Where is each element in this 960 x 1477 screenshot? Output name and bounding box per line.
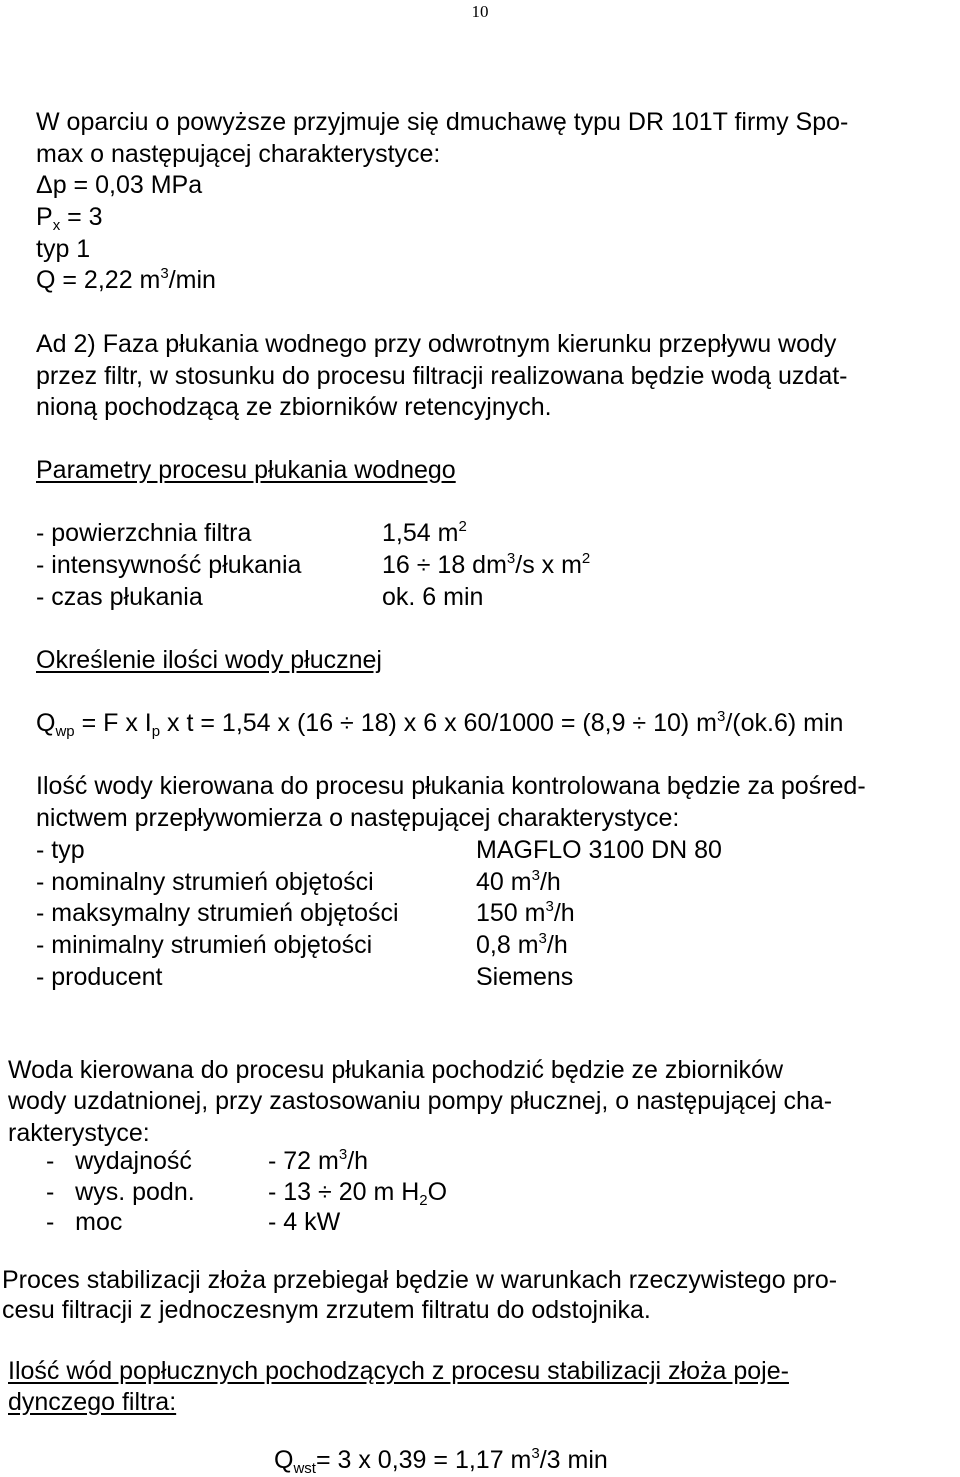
washwater-heading-line-1: Ilość wód popłucznych pochodzących z procesu stabilizacji złoża poje- — [8, 1357, 789, 1385]
washwater-heading-line-2: dynczego filtra: — [8, 1388, 177, 1416]
rinse-area-value: 1,54 $m^2$ — [382, 518, 467, 547]
flowmeter-min-label: - minimalny strumień objętości — [36, 931, 373, 959]
ad2-line-2: przez filtr, w stosunku do procesu filtracji realizowana będzie wodą uzdat- — [36, 362, 848, 390]
pump-head-label: - wys. podn. — [46, 1178, 195, 1206]
ad2-line-3: nioną pochodzącą ze zbiorników retencyjnych. — [36, 393, 552, 421]
pump-line-2: wody uzdatnionej, przy zastosowaniu pompy płucznej, o następującej cha- — [8, 1087, 833, 1115]
flowmeter-max-value: 150 $m^3/h$ — [476, 898, 575, 927]
pump-power-value: - 4 kW — [268, 1208, 341, 1236]
flowmeter-producer-value: Siemens — [476, 963, 574, 991]
pump-line-1: Woda kierowana do procesu płukania pochodzić będzie ze zbiorników — [8, 1056, 783, 1084]
pump-line-3: rakterystyce: — [8, 1119, 150, 1147]
blower-intro-line-2: max o następującej charakterystyce: — [36, 140, 441, 168]
rinse-area-label: - powierzchnia filtra — [36, 519, 252, 547]
flowmeter-producer-label: - producent — [36, 963, 163, 991]
page-number: 10 — [471, 2, 489, 21]
pump-capacity-label: - wydajność — [46, 1147, 192, 1175]
blower-intro-line-1: W oparciu o powyższe przyjmuje się dmuchawę typu DR 101T firmy Spo- — [36, 108, 849, 136]
pump-head-value: - 13 ÷ 20 m $H_2O$ — [268, 1178, 448, 1209]
rinse-params-heading: Parametry procesu płukania wodnego — [36, 456, 456, 484]
ad2-line-1: Ad 2) Faza płukania wodnego przy odwrotnym kierunku przepływu wody — [36, 330, 837, 358]
blower-px: $P_x = 3$ — [36, 203, 103, 234]
blower-flow: Q = 2,22 $m^3/\min$ — [36, 265, 216, 294]
flowmeter-min-value: 0,8 $m^3/h$ — [476, 930, 568, 959]
flowmeter-type-value: MAGFLO 3100 DN 80 — [476, 836, 722, 864]
rinse-intensity-value: 16 ÷ 18 $dm^3/s$ x $m^2$ — [382, 550, 591, 579]
flowmeter-max-label: - maksymalny strumień objętości — [36, 899, 399, 927]
blower-pressure: Δp = 0,03 MPa — [36, 171, 203, 199]
flowmeter-line-1: Ilość wody kierowana do procesu płukania kontrolowana będzie za pośred- — [36, 772, 866, 800]
flowmeter-line-2: nictwem przepływomierza o następującej charakterystyce: — [36, 804, 680, 832]
rinse-time-label: - czas płukania — [36, 583, 203, 611]
pump-capacity-value: - 72 $m^3/h$ — [268, 1146, 369, 1175]
water-amount-heading: Określenie ilości wody płucznej — [36, 646, 382, 674]
water-amount-formula: $Q_{wp} = F$ x $I_p$ x t = 1,54 x (16 ÷ 18) x 6 x 60/1000 = (8,9 ÷ 10) $m^3/(ok.6)$ min — [36, 708, 844, 740]
flowmeter-nominal-value: 40 $m^3/h$ — [476, 867, 561, 896]
washwater-formula: $Q_{wst}= 3$ x 0,39 = 1,17 $m^3/3$ min — [274, 1445, 608, 1477]
flowmeter-type-label: - typ — [36, 836, 85, 864]
blower-type: typ 1 — [36, 235, 91, 263]
flowmeter-nominal-label: - nominalny strumień objętości — [36, 868, 374, 896]
rinse-time-value: ok. 6 min — [382, 583, 484, 611]
stabilization-line-2: cesu filtracji z jednoczesnym zrzutem filtratu do odstojnika. — [2, 1296, 651, 1324]
stabilization-line-1: Proces stabilizacji złoża przebiegał będzie w warunkach rzeczywistego pro- — [2, 1266, 838, 1294]
rinse-intensity-label: - intensywność płukania — [36, 551, 302, 579]
pump-power-label: - moc — [46, 1208, 123, 1236]
